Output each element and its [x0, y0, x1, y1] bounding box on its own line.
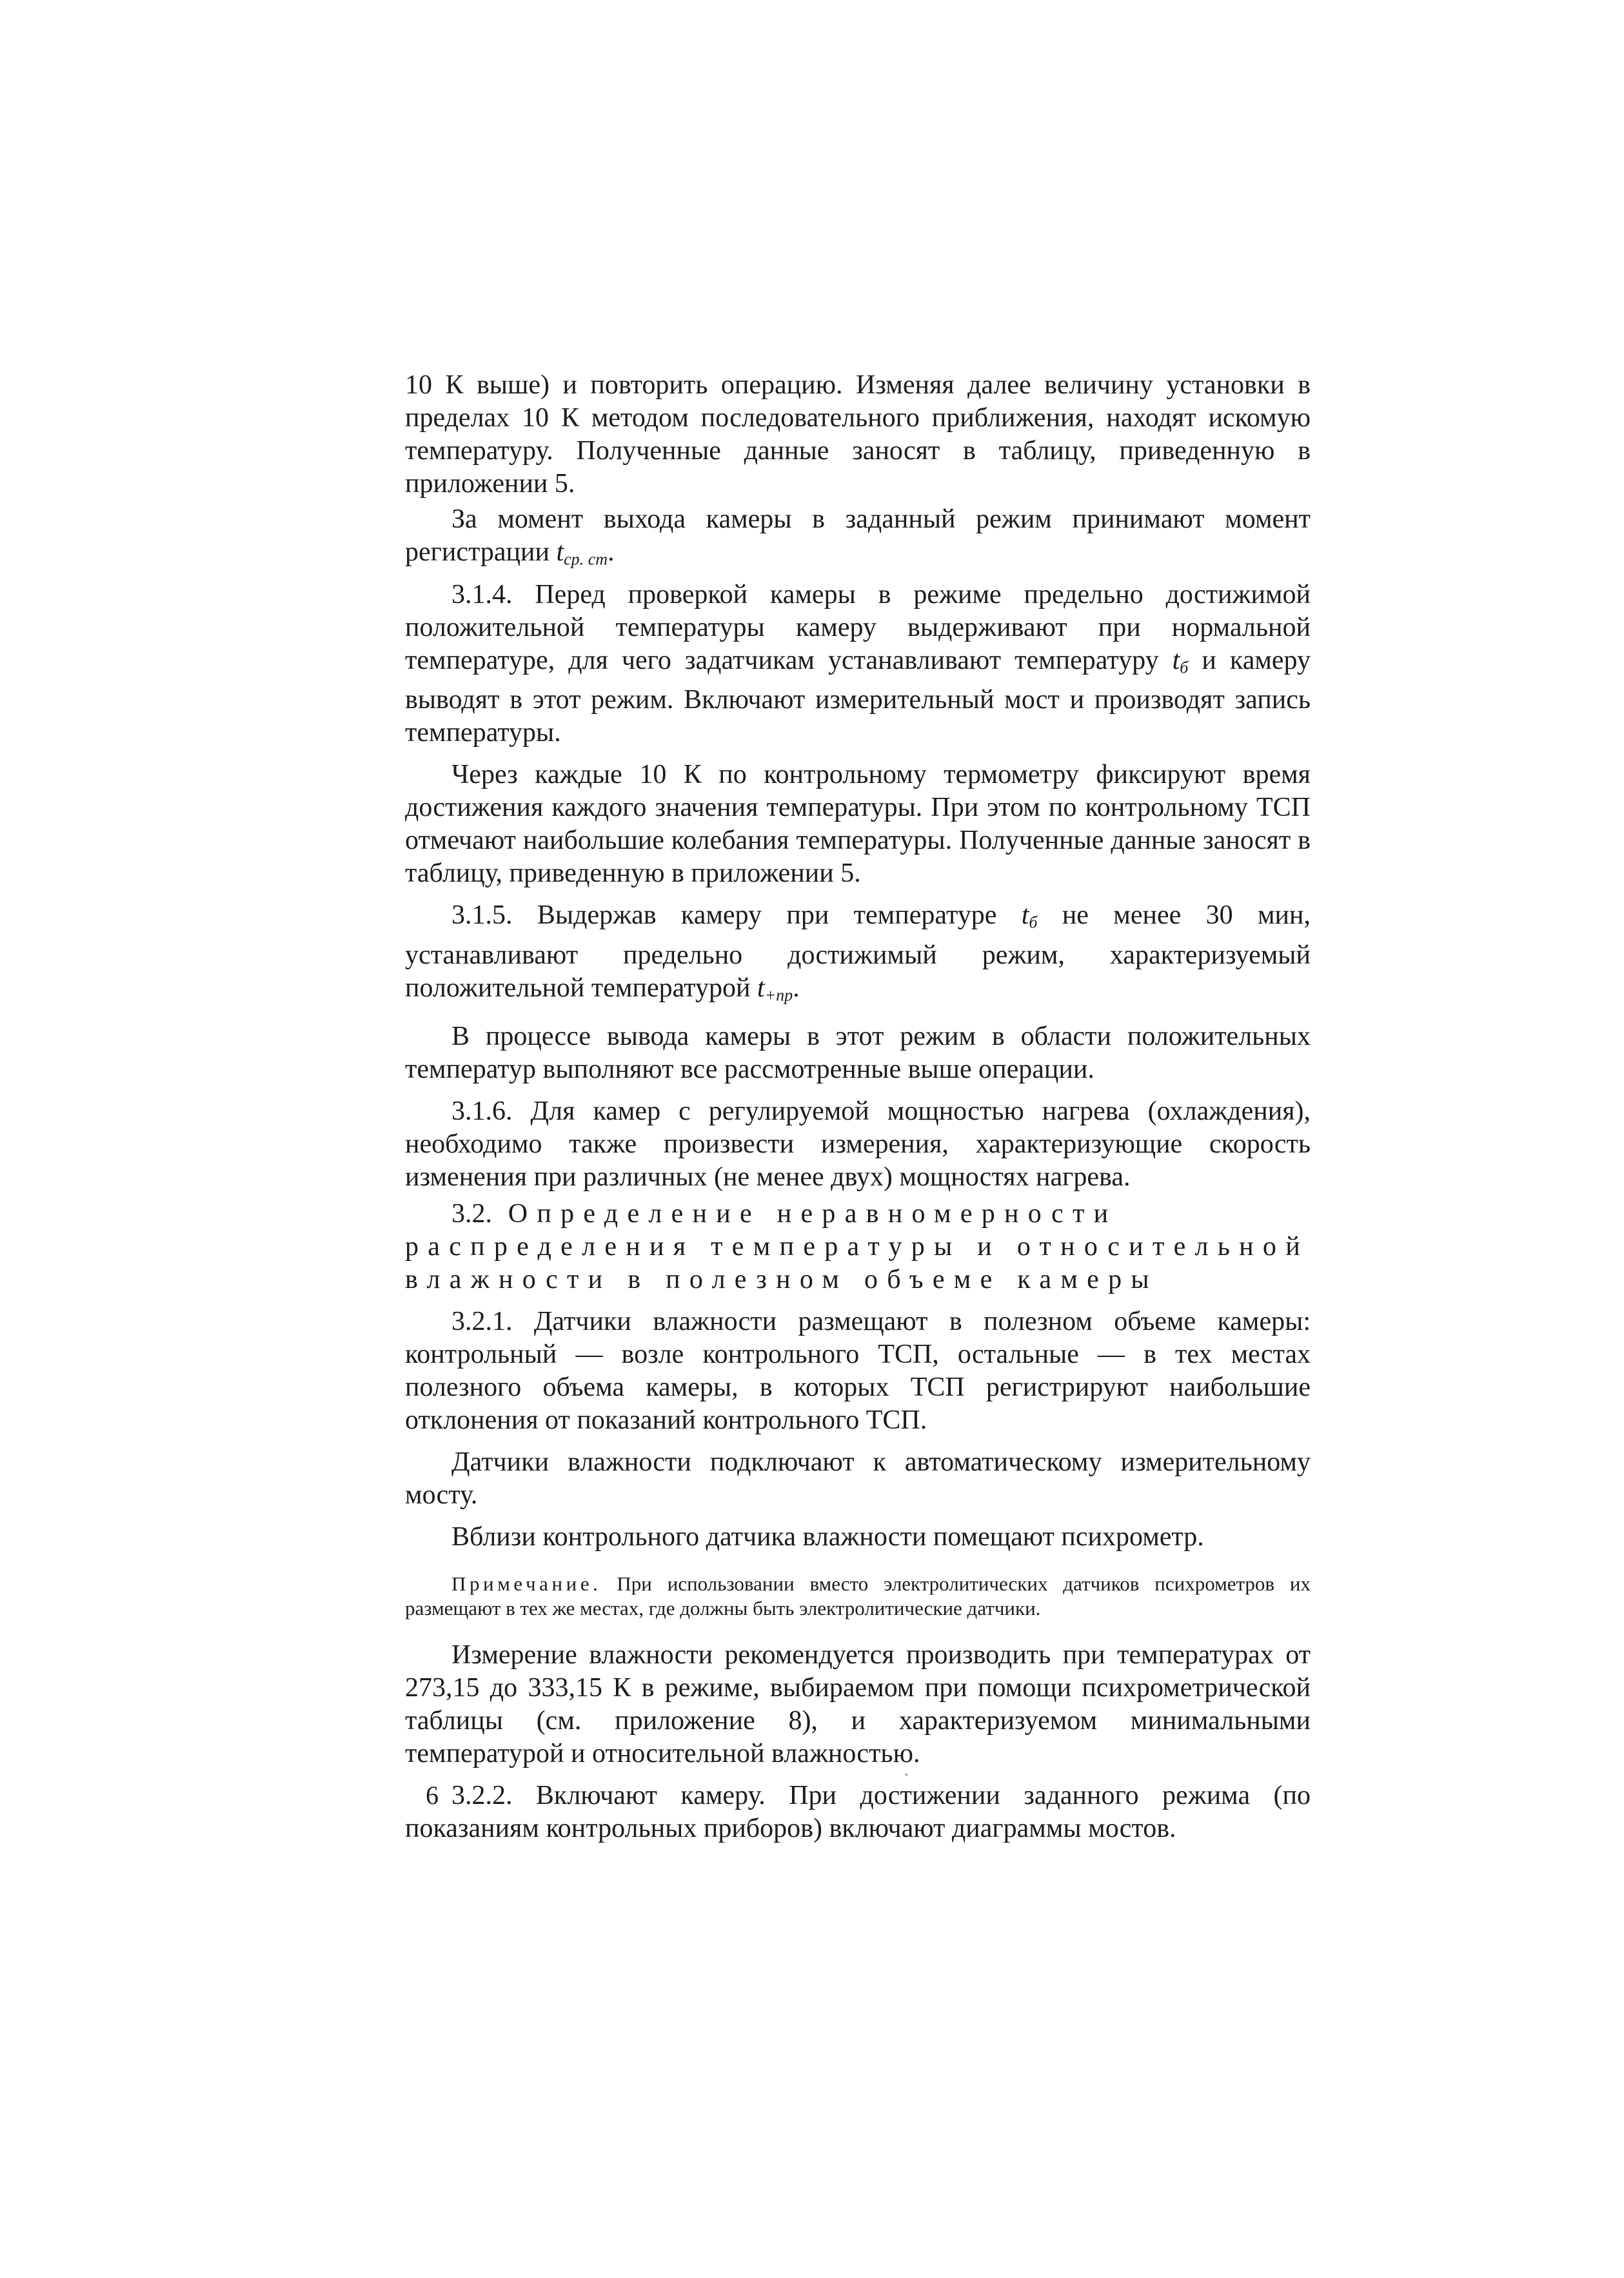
note [405, 1572, 1311, 1621]
paragraph-psychrometer: Вблизи контрольного датчика влажности помещают психрометр. [451, 1522, 1204, 1552]
paragraph-camera-mode-moment [405, 503, 1311, 576]
body-text [405, 369, 1311, 1848]
variable-subscript: +пр [764, 985, 793, 1004]
paragraph-3-2-1: 3.2.1. Датчики влажности размещают в полезном объеме камеры: контрольный — возле контрольного ТСП, остальные — в тех местах полезного объема камеры, в которых ТСП регистрируют наибольшие отклонения от показаний контрольного ТСП. [405, 1307, 1311, 1435]
variable-t: t [1172, 645, 1180, 675]
paragraph-3-1-6: 3.1.6. Для камер с регулируемой мощностью нагрева (охлаждения), необходимо также произвести измерения, характеризующие скорость изменения при различных (не менее двух) мощностях нагрева. [405, 1096, 1311, 1192]
variable-t: t [757, 973, 765, 1003]
section-number: 3.2. [451, 1199, 492, 1229]
paragraph-text: За момент выхода камеры в заданный режим принимают момент регистрации [405, 504, 1311, 567]
paragraph-end: . [793, 973, 800, 1003]
paragraph-text: и камеру выводят в этот режим. Включают измерительный мост и производят запись температуры. [405, 645, 1311, 748]
paragraph-text: 3.1.5. Выдержав камеру при температуре [451, 900, 1022, 930]
section-heading-3-2 [405, 1198, 1311, 1296]
variable-subscript: ср. ст [564, 550, 608, 569]
variable-t: t [556, 537, 564, 567]
variable-subscript: б [1029, 913, 1038, 932]
paragraph-text: 3.1.4. Перед проверкой камеры в режиме предельно достижимой положительной температуры камеру выдерживают при нормальной температуре, для чего задатчикам устанавливают температуру [405, 579, 1311, 675]
page-number: 6 [426, 1781, 439, 1810]
paragraph-every-10k: Через каждые 10 К по контрольному термометру фиксируют время достижения каждого значения температуры. При этом по контрольному ТСП отмечают наибольшие колебания температуры. Полученные данные заносят в таблицу, приведенную в приложении 5. [405, 760, 1311, 888]
paragraph-continuation: 10 К выше) и повторить операцию. Изменяя далее величину установки в пределах 10 К методом последовательного приближения, находят искомую температуру. Полученные данные заносят в таблицу, приведенную в приложении 5. [405, 370, 1311, 499]
paragraph-3-1-4 [405, 579, 1311, 750]
paragraph-end: . [608, 537, 615, 567]
section-title: Определение неравномерности распределения температуры и относительной влажности в полезном объеме камеры [405, 1199, 1309, 1294]
scan-speck [906, 1774, 907, 1776]
variable-subscript: б [1180, 658, 1189, 677]
paragraph-humidity-measurement: Измерение влажности рекомендуется производить при температурах от 273,15 до 333,15 К в режиме, выбираемом при помощи психрометрической таблицы (см. приложение 8), и характеризуемом минимальными температурой и относительной влажностью. [405, 1640, 1311, 1768]
paragraph-3-1-5 [405, 899, 1311, 1011]
paragraph-sensors-connect: Датчики влажности подключают к автоматическому измерительному мосту. [405, 1447, 1311, 1510]
paragraph-process: В процессе вывода камеры в этот режим в области положительных температур выполняют все рассмотренные выше операции. [405, 1022, 1311, 1084]
variable-t: t [1021, 900, 1029, 930]
paragraph-3-2-2: 3.2.2. Включают камеру. При достижении заданного режима (по показаниям контрольных приборов) включают диаграммы мостов. [405, 1781, 1311, 1843]
paragraph-text: не менее 30 мин, устанавливают предельно достижимый режим, характеризуемый положительной температурой [405, 900, 1311, 1003]
note-label: Примечание. [451, 1572, 602, 1595]
note-text: При использовании вместо электролитических датчиков психрометров их размещают в тех же местах, где должны быть электролитические датчики. [405, 1572, 1311, 1619]
